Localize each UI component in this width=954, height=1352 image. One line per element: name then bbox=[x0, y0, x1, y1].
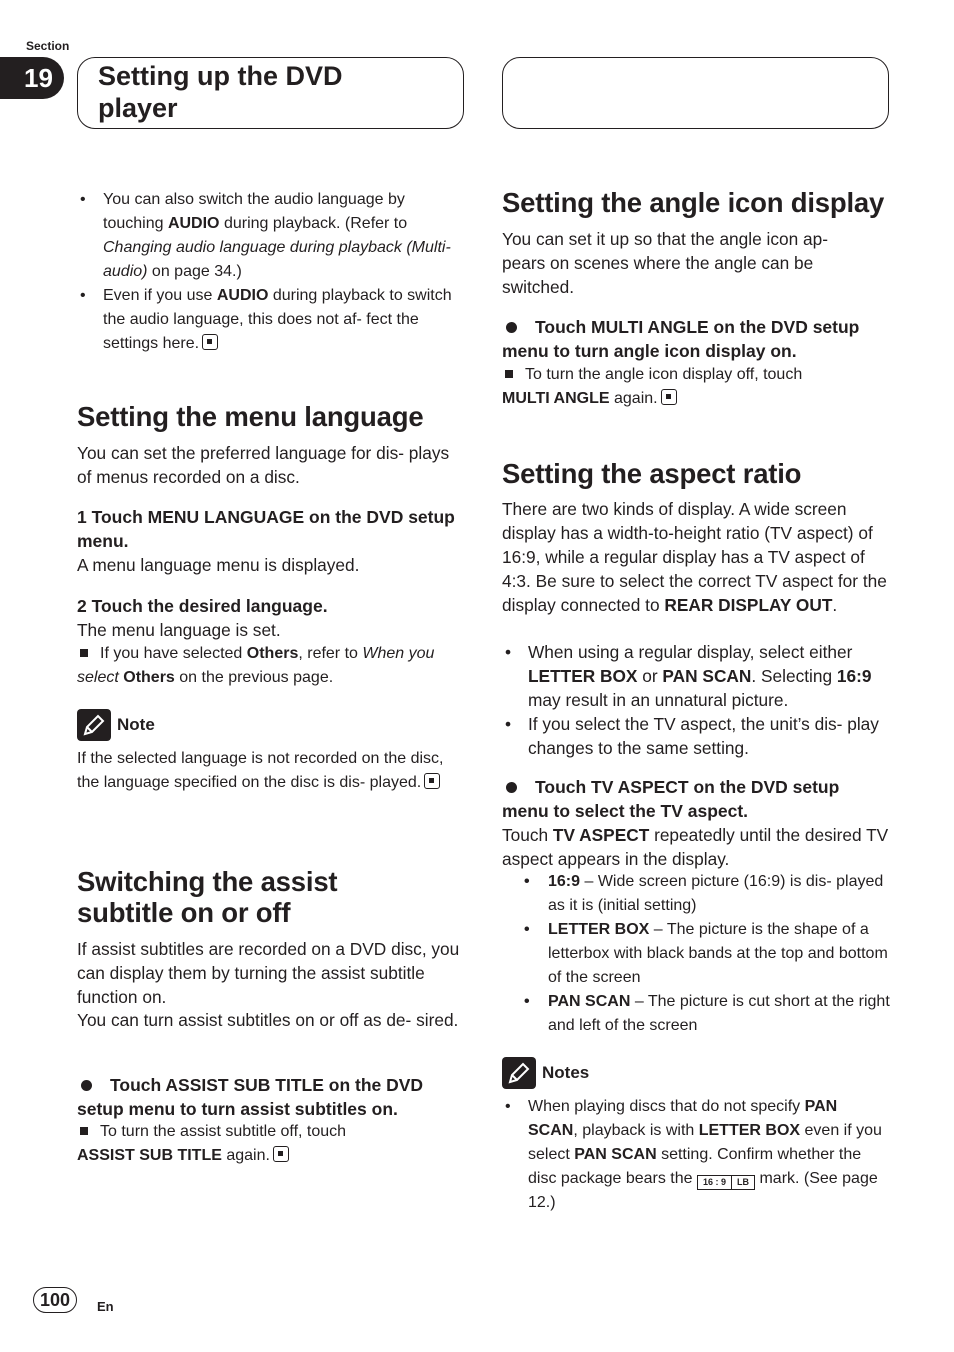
empty-header-box bbox=[502, 57, 889, 129]
end-mark-icon bbox=[424, 773, 440, 789]
section-label: Section bbox=[26, 39, 70, 53]
aspect-step-detail: Touch TV ASPECT repeatedly until the desired TV aspect appears in the display. bbox=[502, 825, 889, 869]
list-item: • You can also switch the audio language by touching AUDIO during playback. (Refer to Changing audio language during playback (Multi-audio) on page 34.) bbox=[77, 188, 465, 284]
assist-subtitle-hint: To turn the assist subtitle off, touch ASSIST SUB TITLE again. bbox=[77, 1123, 347, 1164]
assist-subtitle-step: Touch ASSIST SUB TITLE on the DVD setup menu to turn assist subtitles on. bbox=[77, 1075, 424, 1119]
note-pencil-icon bbox=[77, 709, 111, 741]
angle-icon-heading: Setting the angle icon display bbox=[502, 187, 885, 218]
notes-label: Notes bbox=[542, 1063, 590, 1082]
list-item: • When using a regular display, select either LETTER BOX or PAN SCAN. Selecting 16:9 may result in an unnatural picture. bbox=[502, 640, 890, 712]
step-dot-icon bbox=[506, 322, 517, 333]
aspect-ratio-body: There are two kinds of display. A wide screen display has a width-to-height ratio (TV aspect) of 16:9, while a regular display has a TV aspect of 4:3. Be sure to select the correct TV aspect for the display connected to REAR DISPLAY OUT. bbox=[502, 499, 887, 615]
angle-icon-step: Touch MULTI ANGLE on the DVD setup menu to turn angle icon display on. bbox=[502, 317, 860, 361]
assist-subtitle-body-1: If assist subtitles are recorded on a DVD disc, you can display them by turning the assist subtitle function on. bbox=[77, 939, 460, 1007]
note-body: If the selected language is not recorded on the disc, the language specified on the disc is dis- played. bbox=[77, 750, 444, 791]
list-item: • 16:9 – Wide screen picture (16:9) is dis- played as it is (initial setting) bbox=[502, 870, 890, 918]
menu-language-step-1-result: A menu language menu is displayed. bbox=[77, 555, 360, 575]
assist-subtitle-heading: Switching the assist subtitle on or off bbox=[77, 866, 338, 928]
list-item: • If you select the TV aspect, the unit’s dis- play changes to the same setting. bbox=[502, 712, 890, 760]
assist-subtitle-body-2: You can turn assist subtitles on or off as de- sired. bbox=[77, 1010, 459, 1030]
note-pencil-icon bbox=[502, 1057, 536, 1089]
list-item: • When playing discs that do not specify PAN SCAN, playback is with LETTER BOX even if you select PAN SCAN setting. Confirm whether the disc package bears the 16 : 9 LB mark. (See page 12.) bbox=[502, 1095, 890, 1215]
notes-list bbox=[502, 1095, 890, 1215]
language-code: En bbox=[97, 1299, 114, 1314]
square-bullet-icon bbox=[505, 370, 513, 378]
angle-icon-body: You can set it up so that the angle icon ap- pears on scenes where the angle can be switched. bbox=[502, 229, 829, 297]
end-mark-icon bbox=[273, 1146, 289, 1162]
square-bullet-icon bbox=[80, 1127, 88, 1135]
list-item: • Even if you use AUDIO during playback to switch the audio language, this does not af- fect the settings here. bbox=[77, 284, 465, 356]
aspect-option-list bbox=[502, 870, 890, 1038]
menu-language-hint: If you have selected Others, refer to When you select Others on the previous page. bbox=[77, 645, 435, 686]
aspect-mark-icon: 16 : 9 LB bbox=[697, 1175, 755, 1190]
chapter-title-box bbox=[77, 57, 464, 129]
square-bullet-icon bbox=[80, 649, 88, 657]
intro-bullet-list bbox=[77, 188, 465, 356]
menu-language-step-1: 1 Touch MENU LANGUAGE on the DVD setup menu. bbox=[77, 507, 455, 551]
aspect-bullet-list bbox=[502, 640, 890, 760]
menu-language-body: You can set the preferred language for dis- plays of menus recorded on a disc. bbox=[77, 443, 450, 487]
notes-header bbox=[502, 1057, 589, 1089]
end-mark-icon bbox=[202, 334, 218, 350]
step-dot-icon bbox=[81, 1080, 92, 1091]
angle-icon-hint: To turn the angle icon display off, touch MULTI ANGLE again. bbox=[502, 366, 803, 407]
menu-language-step-2-result: The menu language is set. bbox=[77, 620, 281, 640]
menu-language-step-2: 2 Touch the desired language. bbox=[77, 596, 328, 616]
chapter-title: Setting up the DVD player bbox=[98, 61, 343, 123]
list-item: • PAN SCAN – The picture is cut short at the right and left of the screen bbox=[502, 990, 890, 1038]
section-number-badge: 19 bbox=[0, 57, 64, 99]
step-dot-icon bbox=[506, 782, 517, 793]
list-item: • LETTER BOX – The picture is the shape of a letterbox with black bands at the top and bottom of the screen bbox=[502, 918, 890, 990]
note-label: Note bbox=[117, 715, 155, 734]
aspect-step: Touch TV ASPECT on the DVD setup menu to select the TV aspect. bbox=[502, 777, 840, 821]
end-mark-icon bbox=[661, 389, 677, 405]
page-number: 100 bbox=[33, 1287, 77, 1313]
menu-language-heading: Setting the menu language bbox=[77, 401, 424, 432]
aspect-ratio-heading: Setting the aspect ratio bbox=[502, 458, 802, 489]
note-header bbox=[77, 709, 155, 741]
